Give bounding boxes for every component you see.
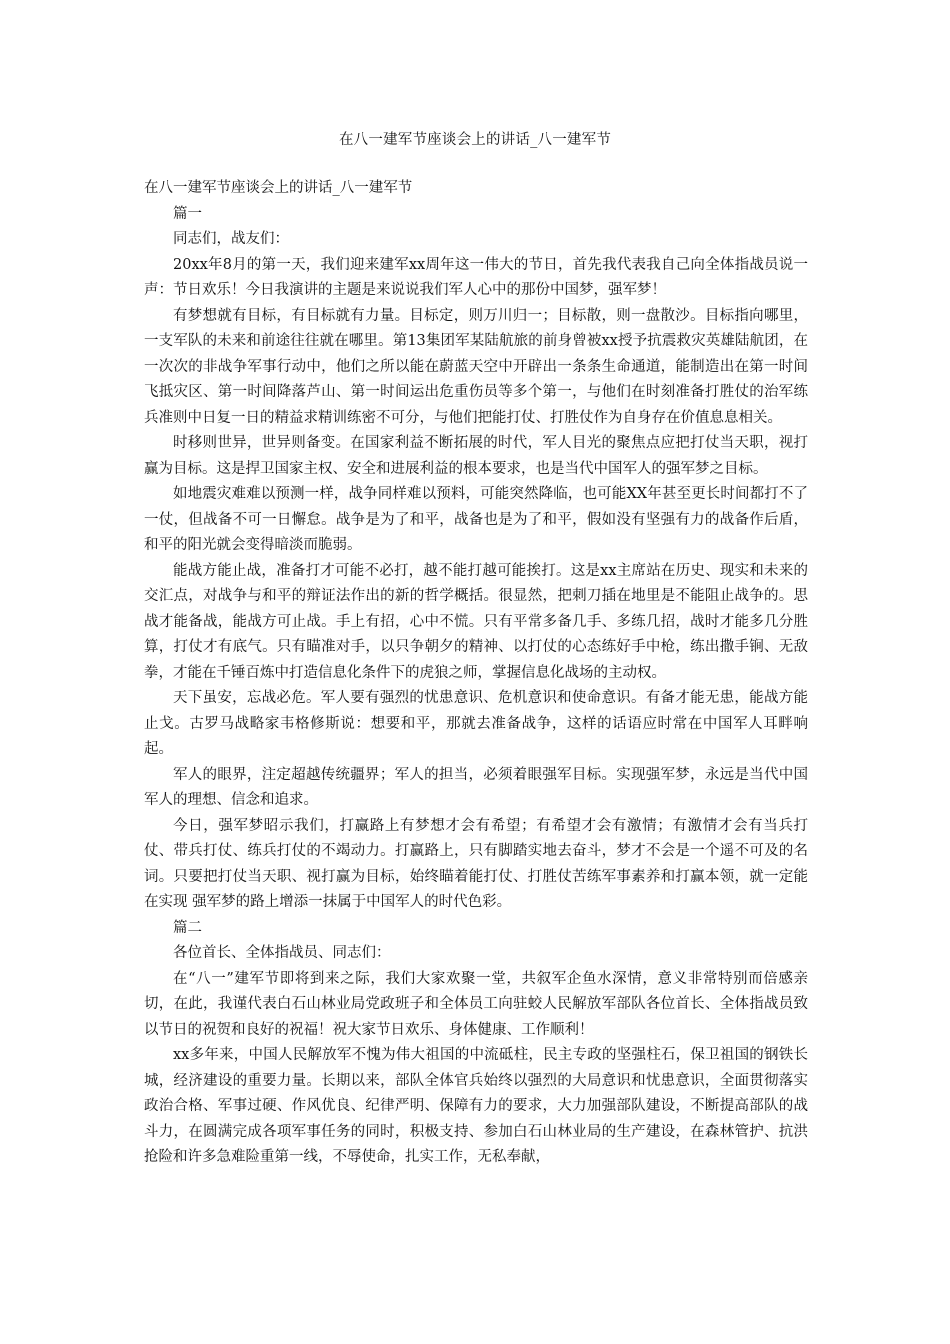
salutation-2: 各位首长、全体指战员、同志们： (173, 945, 391, 961)
paragraph: 天下虽安，忘战必危。军人要有强烈的忧患意识、危机意识和使命意识。有备才能无患，能战方能止戈。古罗马战略家韦格修斯说：想要和平，那就去准备战争，这样的话语应时常在中国军人耳畔响起。 (144, 690, 808, 757)
document-subtitle: 在八一建军节座谈会上的讲话_八一建军节 (144, 180, 413, 196)
paragraph: 军人的眼界，注定超越传统疆界；军人的担当，必须着眼强军目标。实现强军梦，永远是当代中国军人的理想、信念和追求。 (144, 766, 808, 808)
salutation-1: 同志们，战友们： (173, 231, 289, 247)
document-body (144, 176, 808, 1171)
paragraph: 如地震灾难难以预测一样，战争同样难以预料，可能突然降临，也可能XX年甚至更长时间都打不了一仗，但战备不可一日懈怠。战争是为了和平，战备也是为了和平，假如没有坚强有力的战备作后盾，和平的阳光就会变得暗淡而脆弱。 (144, 486, 808, 553)
paragraph: 能战方能止战，准备打才可能不必打，越不能打越可能挨打。这是xx主席站在历史、现实和未来的交汇点，对战争与和平的辩证法作出的新的哲学概括。很显然，把刺刀插在地里是不能阻止战争的。思战才能备战，能战方可止战。手上有招，心中不慌。只有平常多备几手、多练几招，战时才能多几分胜算，打仗才有底气。只有瞄准对手，以只争朝夕的精神、以打仗的心态练好手中枪，练出撒手锏、无敌拳，才能在千锤百炼中打造信息化条件下的虎狼之师，掌握信息化战场的主动权。 (144, 562, 808, 681)
section-heading-1: 篇一 (173, 205, 202, 222)
paragraph: 时移则世异，世异则备变。在国家利益不断拓展的时代，军人目光的聚焦点应把打仗当天职，视打赢为目标。这是捍卫国家主权、安全和进展利益的根本要求，也是当代中国军人的强军梦之目标。 (144, 435, 808, 477)
section-heading-2: 篇二 (173, 919, 202, 936)
paragraph: 今日，强军梦昭示我们，打赢路上有梦想才会有希望；有希望才会有激情；有激情才会有当兵打仗、带兵打仗、练兵打仗的不竭动力。打赢路上，只有脚踏实地去奋斗，梦才不会是一个遥不可及的名词。只要把打仗当天职、视打赢为目标，始终瞄着能打仗、打胜仗苦练军事素养和打赢本领，就一定能在实现 强军梦的路上增添一抹属于中国军人的时代色彩。 (144, 817, 808, 910)
paragraph: 有梦想就有目标，有目标就有力量。目标定，则万川归一；目标散，则一盘散沙。目标指向哪里，一支军队的未来和前途往往就在哪里。第13集团军某陆航旅的前身曾被xx授予抗震救灾英雄陆航团，在一次次的非战争军事行动中，他们之所以能在蔚蓝天空中开辟出一条条生命通道，能制造出在第一时间飞抵灾区、第一时间降落芦山、第一时间运出危重伤员等多个第一，与他们在时刻准备打胜仗的治军练兵准则中日复一日的精益求精训练密不可分，与他们把能打仗、打胜仗作为自身存在价值息息相关。 (144, 307, 808, 426)
paragraph: 在“八一”建军节即将到来之际，我们大家欢聚一堂，共叙军企鱼水深情，意义非常特别而倍感亲切，在此，我谨代表白石山林业局党政班子和全体员工向驻蛟人民解放军部队各位首长、全体指战员致以节日的祝贺和良好的祝福！祝大家节日欢乐、身体健康、工作顺利！ (144, 970, 808, 1038)
document-title: 在八一建军节座谈会上的讲话_八一建军节 (338, 132, 612, 148)
paragraph: 20xx年8月的第一天，我们迎来建军xx周年这一伟大的节日，首先我代表我自己向全体指战员说一声：节日欢乐！今日我演讲的主题是来说说我们军人心中的那份中国梦，强军梦！ (144, 256, 808, 298)
paragraph: xx多年来，中国人民解放军不愧为伟大祖国的中流砥柱，民主专政的坚强柱石，保卫祖国的钢铁长城，经济建设的重要力量。长期以来，部队全体官兵始终以强烈的大局意识和忧患意识，全面贯彻落实政治合格、军事过硬、作风优良、纪律严明、保障有力的要求，大力加强部队建设，不断提高部队的战斗力，在圆满完成各项军事任务的同时，积极支持、参加白石山林业局的生产建设，在森林管护、抗洪抢险和许多急难险重第一线，不辱使命，扎实工作，无私奉献， (144, 1047, 808, 1165)
